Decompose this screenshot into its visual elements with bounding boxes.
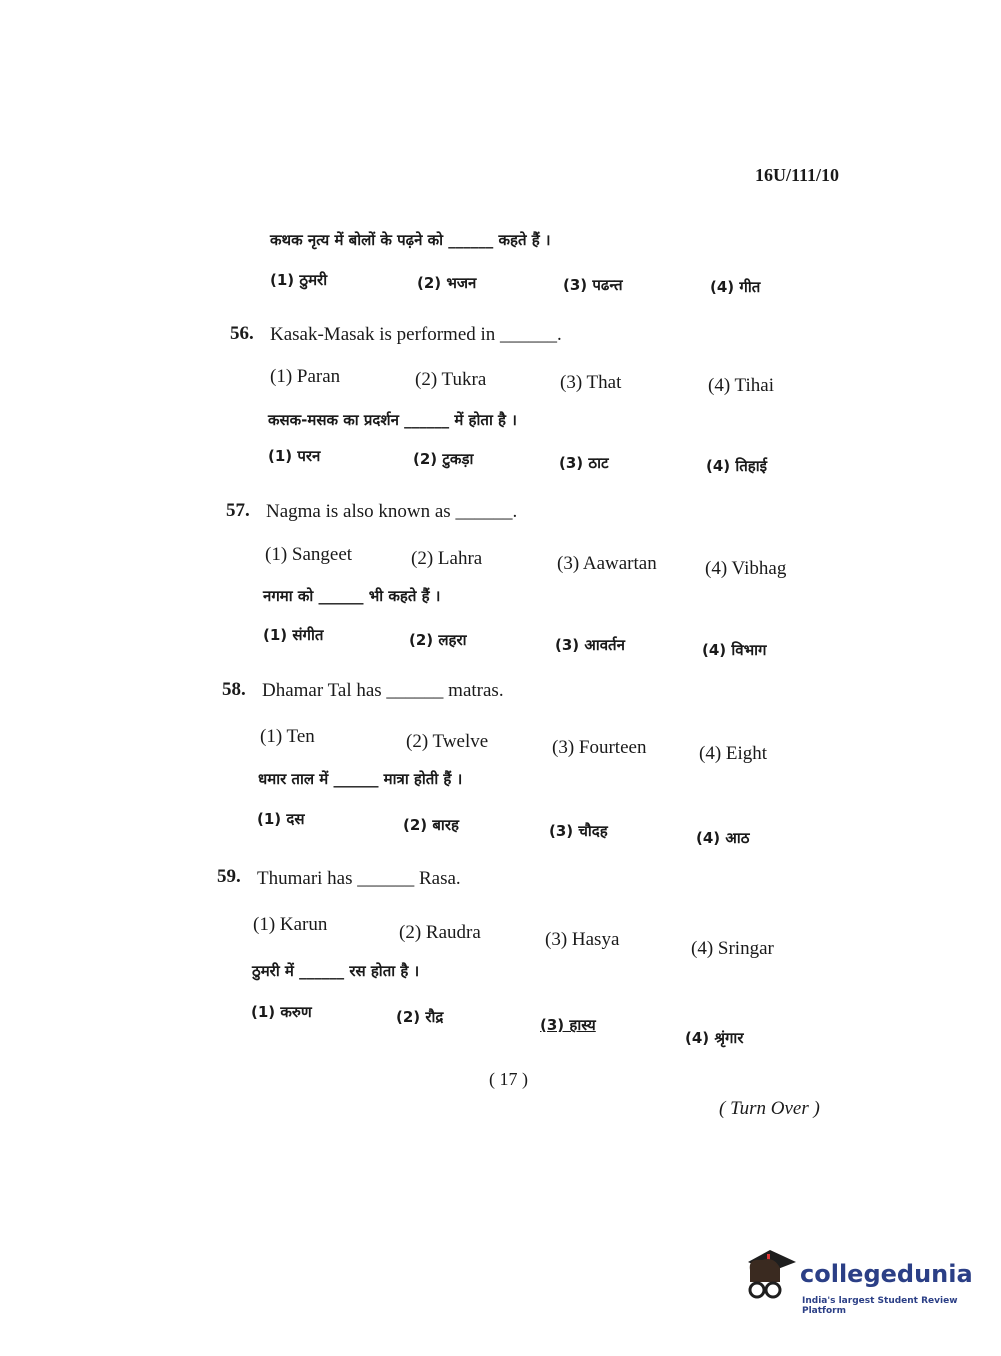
q56-hindi-option-1: (1) परन <box>268 447 321 465</box>
q57-english-option-1: (1) Sangeet <box>265 544 353 565</box>
q57-english-option-2: (2) Lahra <box>411 548 483 569</box>
q58-hindi-option-3: (3) चौदह <box>549 822 608 840</box>
q58-english-option-3: (3) Fourteen <box>552 737 647 758</box>
q58-hindi-option-1: (1) दस <box>257 810 305 828</box>
q58-hindi-text: धमार ताल में ______ मात्रा होती हैं । <box>258 770 463 788</box>
q59-english-option-3: (3) Hasya <box>545 929 620 950</box>
q58-english-option-1: (1) Ten <box>260 726 315 747</box>
mascot-icon <box>740 1248 796 1310</box>
q56-hindi-option-3: (3) ठाट <box>559 454 609 472</box>
q57-hindi-option-4: (4) विभाग <box>702 641 767 659</box>
q58-hindi-option-4: (4) आठ <box>696 829 750 847</box>
q57-english-text: Nagma is also known as ______. <box>266 501 518 522</box>
q58-number: 58. <box>222 679 246 700</box>
paper-code: 16U/111/10 <box>755 165 840 185</box>
q56-english-option-3: (3) That <box>560 372 622 393</box>
q59-hindi-option-4: (4) श्रृंगार <box>685 1029 744 1047</box>
q59-number: 59. <box>217 866 241 887</box>
q58-english-option-4: (4) Eight <box>699 743 768 764</box>
q55-hindi-text: कथक नृत्य में बोलों के पढ़ने को ______ कहते हैं । <box>270 231 551 249</box>
q58-english-text: Dhamar Tal has ______ matras. <box>262 680 504 701</box>
q59-english-text: Thumari has ______ Rasa. <box>257 868 461 889</box>
q59-hindi-text: ठुमरी में ______ रस होता है । <box>252 962 420 980</box>
q56-hindi-text: कसक-मसक का प्रदर्शन ______ में होता है । <box>268 411 517 429</box>
q56-hindi-option-2: (2) टुकड़ा <box>413 450 474 468</box>
watermark-tagline: India's largest Student Review Platform <box>802 1296 958 1316</box>
q59-hindi-option-1: (1) करुण <box>251 1003 312 1021</box>
q59-english-option-2: (2) Raudra <box>399 922 481 943</box>
q56-english-option-4: (4) Tihai <box>708 375 774 396</box>
q59-hindi-option-2: (2) रौद्र <box>396 1008 444 1026</box>
q55-hindi-option-4: (4) गीत <box>710 278 761 296</box>
q56-english-option-1: (1) Paran <box>270 366 341 387</box>
q58-english-option-2: (2) Twelve <box>406 731 489 752</box>
page-number: ( 17 ) <box>489 1069 528 1089</box>
q57-hindi-option-3: (3) आवर्तन <box>555 636 625 654</box>
q57-english-option-4: (4) Vibhag <box>705 558 787 579</box>
q55-hindi-option-3: (3) पढन्त <box>563 276 623 294</box>
q59-english-option-1: (1) Karun <box>253 914 328 935</box>
q58-hindi-option-2: (2) बारह <box>403 816 459 834</box>
q59-english-option-4: (4) Sringar <box>691 938 774 959</box>
q57-hindi-option-2: (2) लहरा <box>409 631 467 649</box>
q56-english-text: Kasak-Masak is performed in ______. <box>270 324 562 345</box>
turn-over-note: ( Turn Over ) <box>719 1098 820 1119</box>
q59-hindi-option-3: (3) हास्य <box>540 1016 596 1034</box>
q56-hindi-option-4: (4) तिहाई <box>706 457 768 475</box>
q57-hindi-text: नगमा को ______ भी कहते हैं । <box>263 587 441 605</box>
q57-number: 57. <box>226 500 250 521</box>
q57-english-option-3: (3) Aawartan <box>557 553 657 574</box>
q55-hindi-option-2: (2) भजन <box>417 274 477 292</box>
q56-number: 56. <box>230 323 254 344</box>
collegedunia-watermark <box>740 1248 973 1318</box>
q57-hindi-option-1: (1) संगीत <box>263 626 324 644</box>
q56-english-option-2: (2) Tukra <box>415 369 487 390</box>
q55-hindi-option-1: (1) ठुमरी <box>270 271 328 289</box>
watermark-brand: collegedunia <box>800 1260 973 1288</box>
